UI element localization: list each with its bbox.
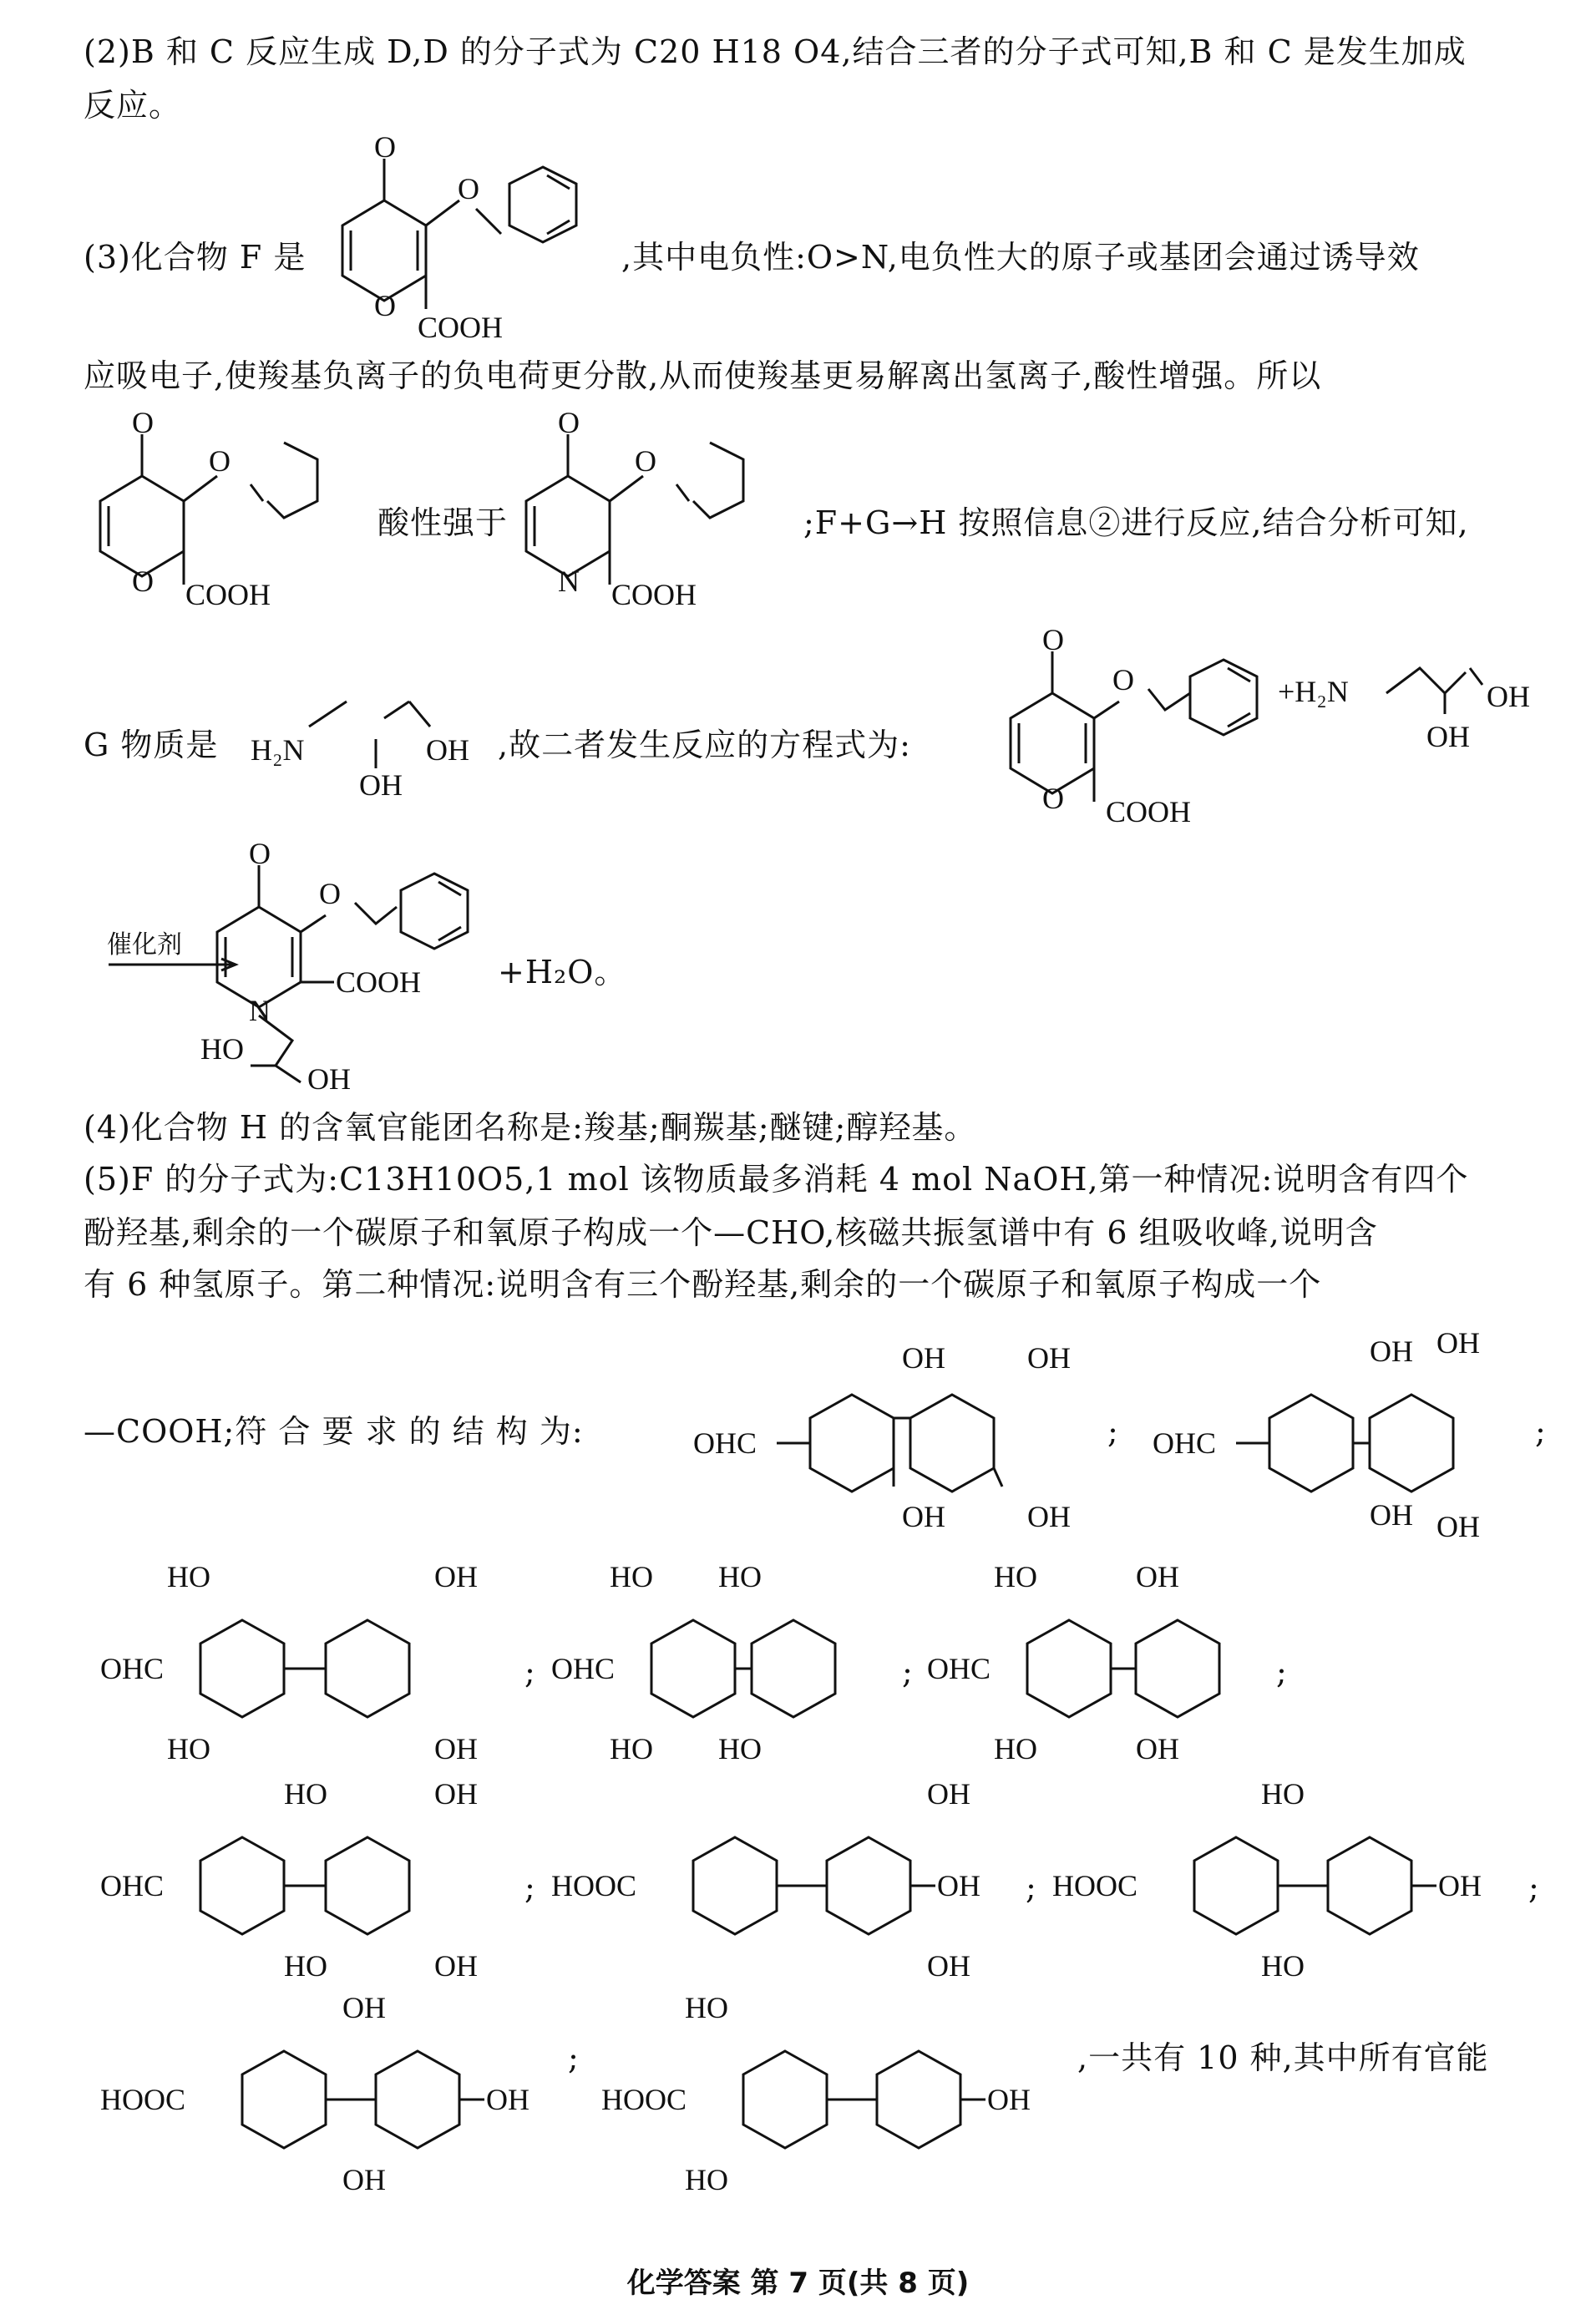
svg-text:O: O: [132, 565, 154, 598]
svg-text:HOOC: HOOC: [1052, 1869, 1138, 1902]
catalyst-label: 催化剂: [107, 930, 182, 960]
page-footer: 化学答案 第 7 页(共 8 页): [626, 2267, 970, 2300]
svg-text:OH: OH: [927, 1949, 970, 1983]
p3-text-a: (3)化合物 F 是: [84, 239, 307, 276]
svg-text:OHC: OHC: [693, 1426, 757, 1460]
svg-text:O: O: [132, 406, 154, 439]
svg-text:HO: HO: [685, 1991, 728, 2024]
equation-reactant-f: [1002, 623, 1286, 835]
semicolon: ;: [1107, 1413, 1119, 1450]
semicolon: ;: [1276, 1654, 1288, 1690]
svg-text:OH: OH: [1027, 1341, 1071, 1375]
semicolon: ;: [1528, 1869, 1540, 1906]
svg-text:OH: OH: [902, 1500, 945, 1533]
semicolon: ;: [524, 1869, 536, 1906]
isomer-8: [1052, 1770, 1537, 1983]
svg-text:OH: OH: [342, 1991, 386, 2024]
p3-text-f: G 物质是: [84, 727, 219, 763]
svg-text:COOH: COOH: [185, 578, 271, 611]
svg-text:OH: OH: [434, 1560, 478, 1593]
p5-line3: 有 6 种氢原子。第二种情况:说明含有三个酚羟基,剩余的一个碳原子和氧原子构成一个: [84, 1266, 1322, 1303]
svg-text:OH: OH: [486, 2083, 529, 2116]
svg-text:OH: OH: [342, 2163, 386, 2196]
isomer-6: [100, 1770, 535, 1983]
svg-text:OH: OH: [426, 733, 469, 767]
svg-text:HO: HO: [994, 1560, 1037, 1593]
isomer-9: [100, 1984, 568, 2196]
svg-text:HO: HO: [284, 1949, 327, 1983]
svg-text:HO: HO: [167, 1560, 210, 1593]
svg-text:HO: HO: [1261, 1949, 1305, 1983]
svg-text:OH: OH: [1436, 1326, 1480, 1360]
p2-line2: 反应。: [84, 87, 182, 124]
isomer-5: [927, 1553, 1278, 1765]
svg-text:OH: OH: [434, 1949, 478, 1983]
svg-text:HOOC: HOOC: [551, 1869, 637, 1902]
svg-text:OH: OH: [1136, 1560, 1179, 1593]
svg-text:OH: OH: [1370, 1498, 1413, 1532]
isomer-4: [551, 1553, 919, 1765]
svg-text:H₂N: H₂N: [251, 733, 305, 767]
isomer-7: [551, 1770, 1019, 1983]
svg-text:O: O: [249, 837, 271, 870]
svg-text:OH: OH: [1136, 1732, 1179, 1765]
p5-end: ,一共有 10 种,其中所有官能: [1077, 2039, 1489, 2076]
equation-reactant-g: [1278, 643, 1595, 768]
svg-text:HOOC: HOOC: [601, 2083, 687, 2116]
svg-text:HO: HO: [167, 1732, 210, 1765]
svg-text:HO: HO: [685, 2163, 728, 2196]
p2-line1: (2)B 和 C 反应生成 D,D 的分子式为 C20 H18 O4,结合三者的分子式可知,B 和 C 是发生加成: [84, 33, 1467, 70]
svg-text:OHC: OHC: [1153, 1426, 1217, 1460]
p3-text-g: ,故二者发生反应的方程式为:: [498, 727, 911, 763]
isomer-10: [601, 1984, 1069, 2196]
svg-text:O: O: [319, 877, 341, 910]
p3-text-e: ;F+G→H 按照信息②进行反应,结合分析可知,: [803, 504, 1469, 541]
svg-text:OH: OH: [1436, 1510, 1480, 1543]
svg-text:OHC: OHC: [100, 1652, 165, 1685]
isomer-2: [1153, 1320, 1570, 1545]
svg-text:COOH: COOH: [1106, 795, 1192, 828]
structure-h: [200, 837, 501, 1096]
p5-line4: —COOH;符 合 要 求 的 结 构 为:: [84, 1413, 584, 1450]
svg-text:O: O: [635, 444, 656, 478]
svg-text:HO: HO: [718, 1560, 762, 1593]
semicolon: ;: [1026, 1869, 1037, 1906]
semicolon: ;: [902, 1654, 914, 1690]
svg-text:HO: HO: [200, 1032, 244, 1066]
svg-text:OH: OH: [434, 1777, 478, 1811]
p5-line1: (5)F 的分子式为:C13H10O5,1 mol 该物质最多消耗 4 mol NaOH,第一种情况:说明含有四个: [84, 1161, 1469, 1198]
svg-text:OH: OH: [307, 1062, 351, 1096]
structure-g: [251, 702, 501, 818]
svg-text:N: N: [558, 565, 580, 598]
svg-text:O: O: [1042, 623, 1064, 656]
svg-text:HOOC: HOOC: [100, 2083, 186, 2116]
semicolon: ;: [568, 2039, 580, 2076]
svg-text:OH: OH: [434, 1732, 478, 1765]
p3-text-b: ,其中电负性:O>N,电负性大的原子或基团会通过诱导效: [621, 239, 1420, 276]
svg-text:COOH: COOH: [611, 578, 697, 611]
svg-text:OH: OH: [1426, 720, 1470, 753]
p4-line: (4)化合物 H 的含氧官能团名称是:羧基;酮羰基;醚键;醇羟基。: [84, 1109, 977, 1146]
svg-text:COOH: COOH: [418, 311, 504, 344]
structure-f: [334, 130, 618, 344]
svg-text:OH: OH: [359, 768, 403, 802]
semicolon: ;: [524, 1654, 536, 1690]
svg-text:HO: HO: [284, 1777, 327, 1811]
svg-text:O: O: [1112, 663, 1134, 697]
svg-text:COOH: COOH: [336, 965, 422, 999]
svg-text:OH: OH: [937, 1869, 980, 1902]
svg-text:O: O: [374, 130, 396, 164]
p5-line2: 酚羟基,剩余的一个碳原子和氧原子构成一个—CHO,核磁共振氢谱中有 6 组吸收峰,说明含: [84, 1214, 1378, 1251]
svg-text:+H₂N: +H₂N: [1278, 675, 1349, 708]
semicolon: ;: [1535, 1413, 1547, 1450]
svg-text:O: O: [209, 444, 231, 478]
svg-text:HO: HO: [1261, 1777, 1305, 1811]
svg-text:HO: HO: [994, 1732, 1037, 1765]
svg-text:OHC: OHC: [100, 1869, 165, 1902]
structure-pyridone-acid: [518, 406, 802, 618]
svg-text:HO: HO: [610, 1732, 653, 1765]
svg-text:OH: OH: [1438, 1869, 1482, 1902]
isomer-1: [693, 1328, 1127, 1545]
svg-text:OH: OH: [902, 1341, 945, 1375]
svg-text:HO: HO: [718, 1732, 762, 1765]
svg-text:OHC: OHC: [551, 1652, 616, 1685]
svg-text:OH: OH: [927, 1777, 970, 1811]
p3-text-d: 酸性强于: [377, 504, 509, 541]
svg-text:OHC: OHC: [927, 1652, 991, 1685]
p3-text-c: 应吸电子,使羧基负离子的负电荷更分散,从而使羧基更易解离出氢离子,酸性增强。所以: [84, 357, 1322, 394]
isomer-3: [100, 1553, 535, 1765]
structure-pyranone-acid: [92, 406, 376, 618]
svg-text:O: O: [374, 289, 396, 322]
svg-text:O: O: [458, 172, 479, 205]
p3-text-h: +H₂O。: [498, 954, 627, 990]
svg-text:O: O: [558, 406, 580, 439]
svg-text:OH: OH: [1487, 680, 1530, 713]
svg-text:N: N: [249, 994, 271, 1027]
svg-text:OH: OH: [987, 2083, 1031, 2116]
svg-text:OH: OH: [1027, 1500, 1071, 1533]
svg-text:HO: HO: [610, 1560, 653, 1593]
svg-text:O: O: [1042, 782, 1064, 815]
svg-text:OH: OH: [1370, 1335, 1413, 1368]
